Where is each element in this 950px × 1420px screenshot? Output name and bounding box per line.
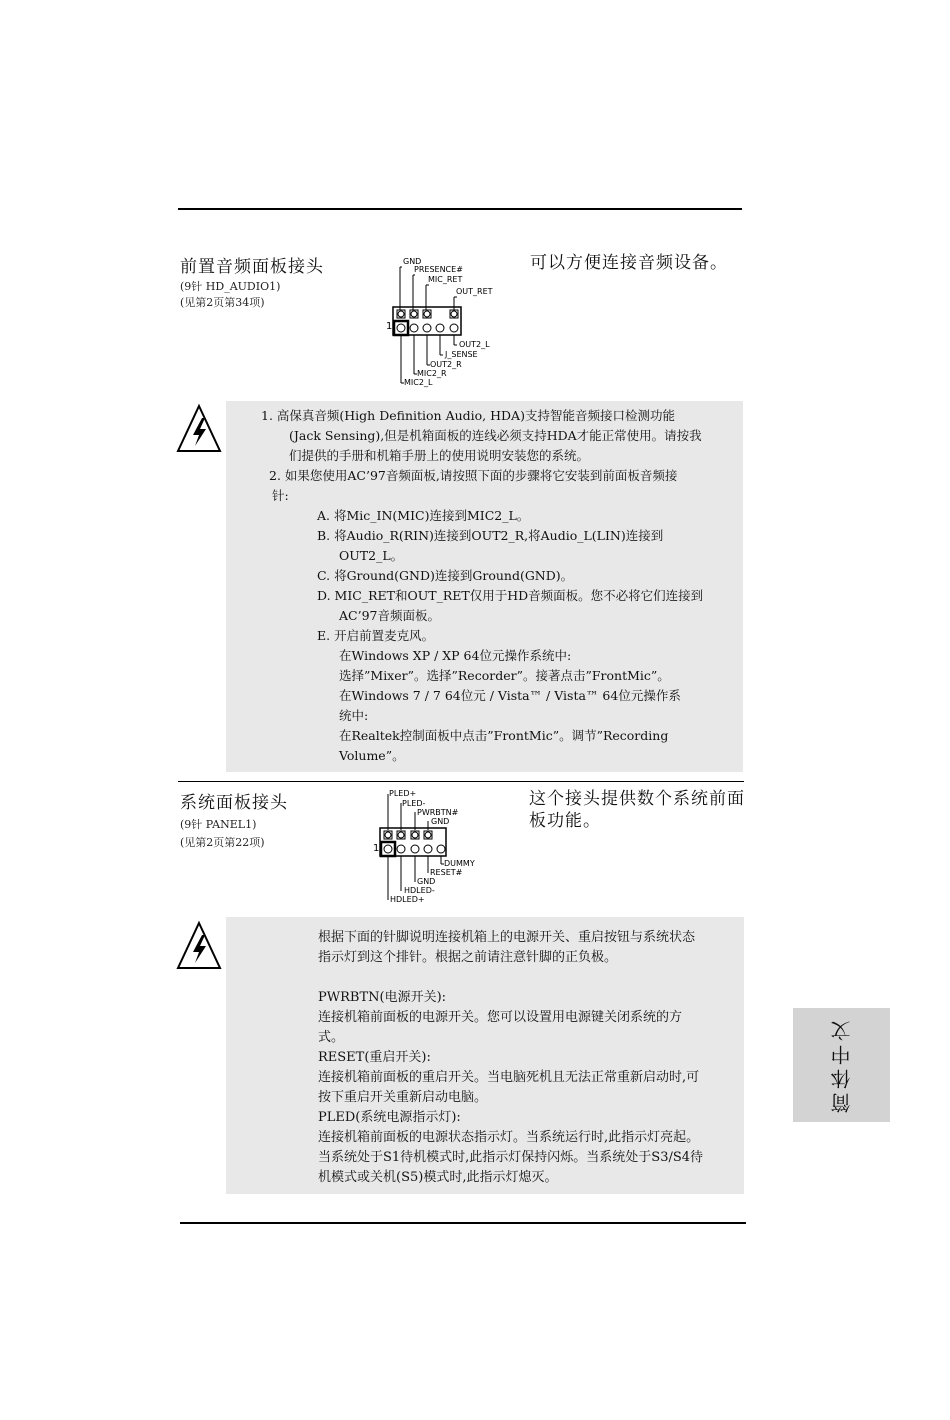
note-line: 按下重启开关重新启动电脑。	[318, 1090, 488, 1105]
note-line: PWRBTN(电源开关):	[318, 990, 447, 1005]
panel-description-line1: 这个接头提供数个系统前面	[529, 789, 745, 809]
pin-label: OUT_RET	[456, 287, 493, 296]
pin-label: PLED-	[402, 799, 426, 808]
note-line: B. 将Audio_R(RIN)连接到OUT2_R,将Audio_L(LIN)连接到	[317, 528, 664, 543]
pin-label: PLED+	[389, 789, 417, 798]
language-tab-label: 简体中文	[830, 1017, 854, 1113]
note-line: 机模式或关机(S5)模式时,此指示灯熄灭。	[318, 1170, 558, 1185]
note-line: 指示灯到这个排针。根据之前请注意针脚的正负极。	[318, 950, 618, 965]
note-line: PLED(系统电源指示灯):	[318, 1110, 461, 1125]
note-line: D. MIC_RET和OUT_RET仅用于HD音频面板。您不必将它们连接到	[317, 588, 704, 603]
panel-description-line2: 板功能。	[529, 811, 601, 831]
pin-label: OUT2_R	[430, 360, 462, 369]
pin-label: OUT2_L	[459, 340, 490, 349]
pin-label: DUMMY	[444, 859, 475, 868]
pin-label: J_SENSE	[445, 350, 478, 359]
audio-section-title: 前置音频面板接头	[180, 257, 324, 277]
pin-label: MIC2_R	[417, 369, 447, 378]
note-line: 在Windows XP / XP 64位元操作系统中:	[339, 648, 572, 663]
note-line: OUT2_L。	[339, 548, 404, 563]
pin-one-marker: 1	[373, 843, 380, 854]
note-line: E. 开启前置麦克风。	[317, 628, 435, 643]
panel-pin-count: (9针 PANEL1)	[180, 818, 257, 831]
note-line: 们提供的手册和机箱手册上的使用说明安装您的系统。	[289, 448, 590, 463]
audio-pin-count: (9针 HD_AUDIO1)	[180, 280, 281, 293]
note-line: 在Realtek控制面板中点击”FrontMic”。调节”Recording	[339, 728, 669, 743]
pin-label: HDLED-	[404, 886, 435, 895]
note-line: RESET(重启开关):	[318, 1050, 431, 1065]
note-line: 根据下面的针脚说明连接机箱上的电源开关、重启按钮与系统状态	[318, 930, 696, 945]
note-line: 针:	[272, 488, 289, 503]
note-line: 2. 如果您使用AC’97音频面板,请按照下面的步骤将它安装到前面板音频接	[269, 468, 678, 483]
note-line: 当系统处于S1待机模式时,此指示灯保持闪烁。当系统处于S3/S4待	[318, 1150, 704, 1165]
note-line: 连接机箱前面板的电源状态指示灯。当系统运行时,此指示灯亮起。	[318, 1130, 700, 1145]
caution-icon	[176, 404, 222, 454]
panel-page-ref: (见第2页第22项)	[180, 836, 265, 849]
pin-label: PRESENCE#	[414, 265, 463, 274]
note-line: AC’97音频面板。	[339, 608, 440, 623]
note-line: (Jack Sensing),但是机箱面板的连线必须支持HDA才能正常使用。请按我	[289, 428, 702, 443]
pin-label: RESET#	[430, 868, 463, 877]
note-line: C. 将Ground(GND)连接到Ground(GND)。	[317, 568, 574, 583]
pin-label: PWRBTN#	[417, 808, 459, 817]
pin-label: GND	[403, 257, 422, 266]
note-line: 在Windows 7 / 7 64位元 / Vista™ / Vista™ 64位元操作系	[339, 688, 681, 703]
note-line: 式。	[318, 1030, 345, 1045]
note-line: 连接机箱前面板的重启开关。当电脑死机且无法正常重新启动时,可	[318, 1070, 700, 1085]
note-line: Volume”。	[339, 748, 405, 763]
panel-section-title: 系统面板接头	[180, 793, 288, 813]
note-line: 统中:	[339, 708, 369, 723]
pin-one-marker: 1	[386, 321, 393, 332]
pin-label: GND	[431, 817, 450, 826]
language-tab	[793, 1008, 890, 1122]
note-line: 选择”Mixer”。选择”Recorder”。接著点击”FrontMic”。	[339, 668, 670, 683]
pin-label: GND	[417, 877, 436, 886]
pin-label: MIC2_L	[404, 378, 433, 387]
pin-label: HDLED+	[390, 895, 425, 904]
note-line: A. 将Mic_IN(MIC)连接到MIC2_L。	[317, 508, 530, 523]
pin-label: MIC_RET	[428, 275, 463, 284]
note-line: 连接机箱前面板的电源开关。您可以设置用电源键关闭系统的方	[318, 1010, 683, 1025]
note-line: 1. 高保真音频(High Definition Audio, HDA)支持智能音频接口检测功能	[261, 408, 675, 423]
header-rule	[178, 208, 742, 210]
audio-page-ref: (见第2页第34项)	[180, 296, 265, 309]
footer-rule	[180, 1222, 746, 1224]
caution-icon	[176, 921, 222, 971]
section-divider	[178, 781, 744, 782]
audio-description: 可以方便连接音频设备。	[530, 253, 728, 273]
